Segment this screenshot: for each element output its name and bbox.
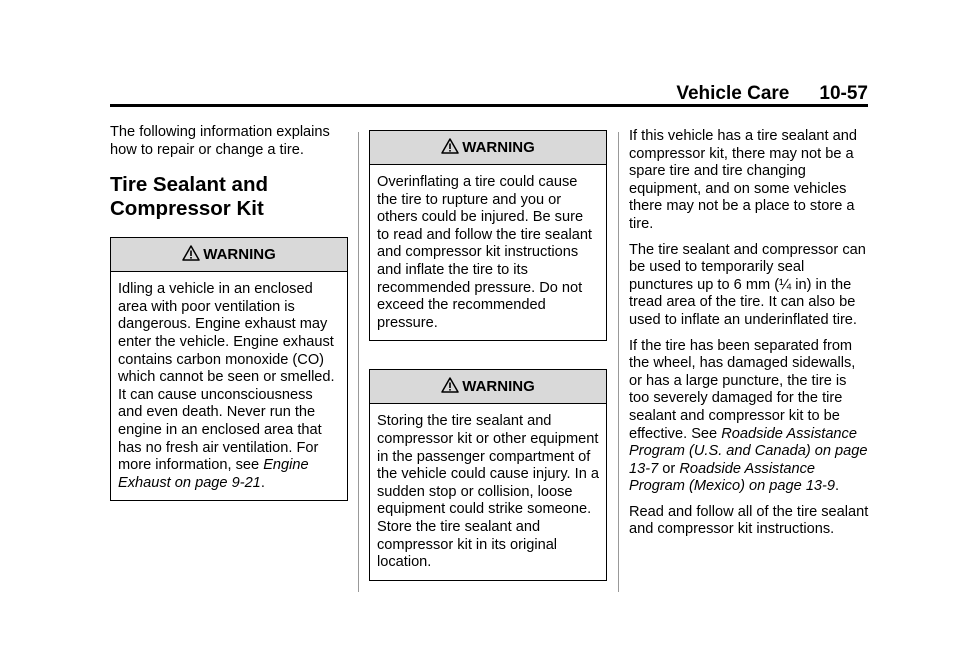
column-divider [618,132,619,592]
warning-text-end: . [260,474,265,491]
paragraph-instructions: Read and follow all of the tire sealant and compressor kit instructions. [629,503,869,538]
cross-reference-link[interactable]: Roadside Assistance Program (Mexico) on page 13-9 [629,460,836,495]
cross-reference-link[interactable]: Engine Exhaust on page 9-21 [118,457,309,491]
section-title: Vehicle Care [676,83,790,104]
warning-icon [441,377,459,393]
paragraph-damage [629,338,869,496]
damage-text-end: . [835,478,840,495]
intro-paragraph: The following information explains how to repair or change a tire. [110,124,330,158]
warning-body [370,165,606,340]
warning-text: Overinflating a tire could cause the tire to rupture and you or others could be injured. Be sure to read and follow the tire sealant and compressor kit instructions and inflate the tire to its recommended pressure. Do not exceed the recommended pressure. [377,174,592,331]
warning-header [370,370,606,404]
paragraph-sealant-use: The tire sealant and compressor can be used to temporarily seal punctures up to 6 mm (¼ in) in the tread area of the tire. It can also be used to inflate an underinflated tire. [629,241,866,328]
warning-label: WARNING [462,378,535,396]
header-rule [110,104,868,107]
warning-text: Storing the tire sealant and compressor kit or other equipment in the passenger compartment of the vehicle could cause injury. In a sudden stop or collision, loose equipment could strike someone. Store the tire sealant and compressor kit in its original location. [377,413,600,571]
column-1 [110,124,348,501]
column-divider [358,132,359,592]
warning-icon [182,245,200,261]
warning-body [370,404,606,579]
warning-box-overinflate [369,130,607,341]
warning-body [111,272,347,500]
paragraph-spare-tire: If this vehicle has a tire sealant and compressor kit, there may not be a spare tire and tire changing equipment, and on some vehicles there may not be a place to store a tire. [629,128,857,232]
section-heading: Tire Sealant and Compressor Kit [110,173,268,221]
cross-reference-link[interactable]: Roadside Assistance Program (U.S. and Canada) on page 13-7 [629,425,868,477]
warning-icon [441,138,459,154]
warning-box-storage [369,369,607,580]
warning-header [370,131,606,165]
warning-header [111,238,347,272]
warning-box-exhaust [110,237,348,501]
column-2 [369,130,607,581]
warning-text-main: Idling a vehicle in an enclosed area with poor ventilation is dangerous. Engine exhaust may enter the vehicle. Engine exhaust contains carbon monoxide (CO) which cannot be seen or smelled. It can cause unconsciousness and even death. Never run the engine in an enclosed area that has no fresh air ventilation. For more information, see [118,281,335,474]
page-number: 10-57 [819,83,868,104]
warning-label: WARNING [203,245,276,263]
page-header [110,84,868,103]
column-3 [629,128,869,547]
warning-text [118,281,340,492]
damage-text-mid: or [658,460,680,477]
damage-text: If the tire has been separated from the wheel, has damaged sidewalls, or has a large puncture, the tire is too severely damaged for the tire sealant and compressor kit to be effective. See [629,337,856,442]
warning-label: WARNING [462,138,535,156]
